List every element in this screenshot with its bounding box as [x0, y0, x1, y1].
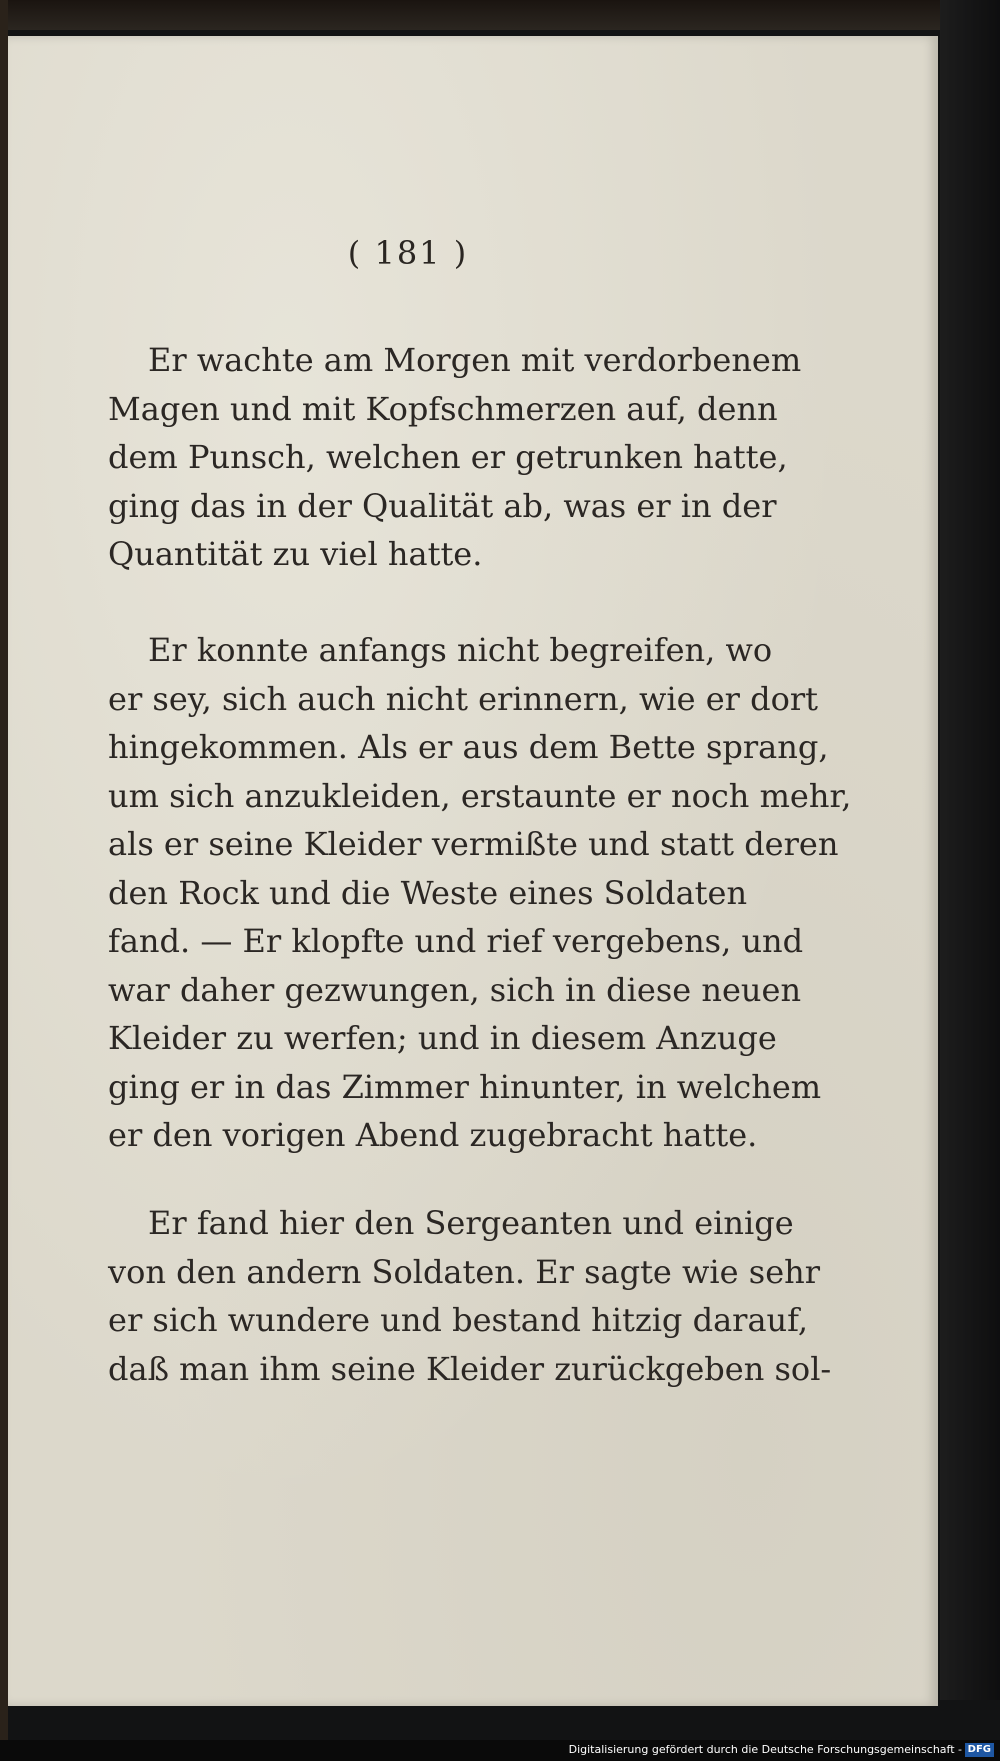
text-line: um sich anzukleiden, erstaunte er noch mehr, — [108, 776, 852, 815]
book-binding-edge — [940, 0, 1000, 1700]
text-line: dem Punsch, welchen er getrunken hatte, — [108, 438, 788, 476]
text-line: hingekommen. Als er aus dem Bette sprang, — [108, 728, 829, 766]
text-line: von den andern Soldaten. Er sagte wie sehr — [108, 1252, 821, 1291]
book-left-edge — [0, 0, 8, 1761]
text-line: fand. — Er klopfte und rief vergebens, und — [108, 922, 804, 960]
text-line: Er wachte am Morgen mit verdorbenem — [148, 341, 802, 379]
text-line: Quantität zu viel hatte. — [108, 535, 483, 573]
text-line: er den vorigen Abend zugebracht hatte. — [108, 1116, 758, 1154]
text-line: ging das in der Qualität ab, was er in der — [108, 486, 777, 525]
page-number: ( 181 ) — [347, 234, 469, 272]
text-line: daß man ihm seine Kleider zurückgeben sol- — [108, 1349, 832, 1388]
text-line: er sey, sich auch nicht erinnern, wie er dort — [108, 679, 819, 718]
book-page — [8, 36, 938, 1706]
text-line: er sich wundere und bestand hitzig darauf, — [108, 1301, 808, 1339]
text-line: ging er in das Zimmer hinunter, in welchem — [108, 1067, 822, 1106]
text-line: als er seine Kleider vermißte und statt deren — [108, 825, 839, 863]
text-line: den Rock und die Weste eines Soldaten — [108, 873, 748, 912]
book-top-edge — [0, 0, 1000, 30]
text-line: war daher gezwungen, sich in diese neuen — [108, 970, 802, 1009]
text-line: Kleider zu werfen; und in diesem Anzuge — [108, 1019, 777, 1057]
digitization-footer — [0, 1740, 1000, 1761]
paragraph-1 — [108, 336, 802, 579]
text-line: Magen und mit Kopfschmerzen auf, denn — [108, 389, 778, 428]
dfg-logo: DFG — [965, 1743, 994, 1757]
paragraph-3 — [108, 1199, 832, 1393]
footer-credit: Digitalisierung gefördert durch die Deutsche Forschungsgemeinschaft - — [568, 1743, 962, 1756]
paragraph-2 — [108, 626, 852, 1160]
text-line: Er fand hier den Sergeanten und einige — [148, 1204, 794, 1242]
text-line: Er konnte anfangs nicht begreifen, wo — [148, 631, 773, 669]
